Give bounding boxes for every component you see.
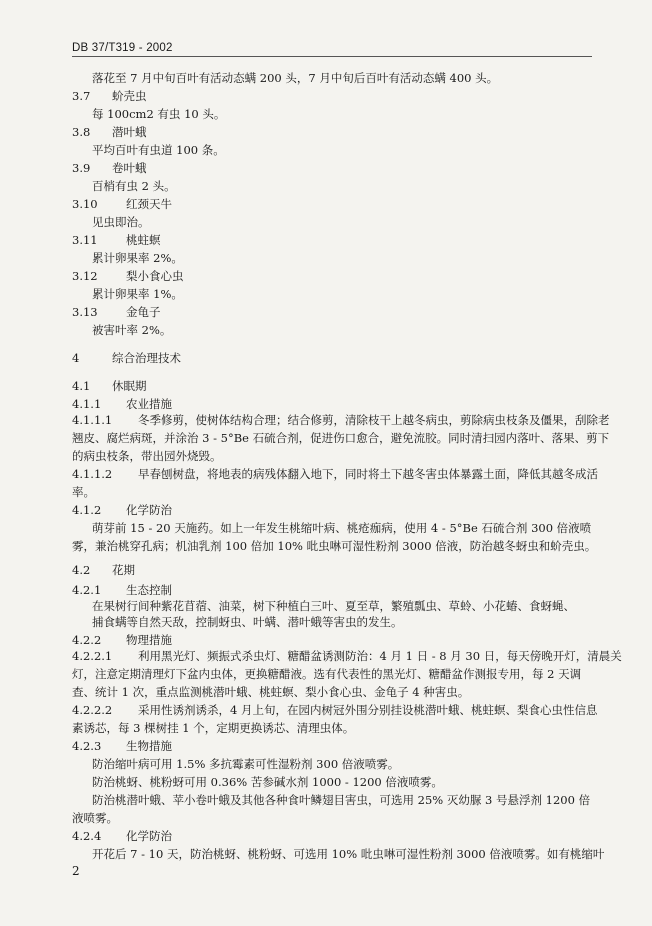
section-heading-line (72, 196, 172, 212)
section-heading-line (72, 396, 172, 412)
section-number: 4.2.2 (72, 633, 102, 647)
section-heading-line (72, 738, 172, 754)
paragraph-text: 翘皮、腐烂病斑，并涂治 3 - 5°Be 石硫合剂，促进伤口愈合，避免流胶。同时清扫园内落叶、落果、剪下 (72, 431, 610, 445)
header-divider (72, 56, 592, 57)
section-title: 利用黑光灯、频振式杀虫灯、糖醋盆诱测防治：4 月 1 日 - 8 月 30 日，每天傍晚开灯，清晨关 (138, 649, 622, 663)
paragraph-text: 灯，注意定期清理灯下盆内虫体，更换糖醋液。选有代表性的黑光灯、糖醋盆作测报专用，每 2 天调 (72, 667, 582, 681)
paragraph-text: 累计卵果率 2%。 (92, 251, 183, 265)
section-heading-line (72, 378, 147, 394)
body-text-line (72, 484, 95, 500)
section-heading-line (72, 582, 172, 598)
section-heading-line (72, 632, 172, 648)
page-number: 2 (72, 864, 80, 878)
body-text-line (72, 684, 469, 700)
paragraph-text: 萌芽前 15 - 20 天施药。如上一年发生桃缩叶病、桃疮痂病，使用 4 - 5°Be 石硫合剂 300 倍液喷 (92, 521, 592, 535)
section-heading-line (72, 562, 135, 578)
paragraph-text: 防治桃潜叶蛾、苹小卷叶蛾及其他各种食叶鳞翅目害虫，可选用 25% 灭幼脲 3 号悬浮剂 1200 倍 (92, 793, 591, 807)
section-title: 化学防治 (126, 503, 172, 517)
section-title: 红颈天牛 (126, 197, 172, 211)
body-text-line (72, 720, 354, 736)
section-title: 卷叶蛾 (112, 161, 147, 175)
paragraph-text: 率。 (72, 485, 95, 499)
section-title: 生态控制 (126, 583, 172, 597)
section-heading-line (72, 502, 172, 518)
section-number: 4.1.2 (72, 503, 102, 517)
section-number: 3.8 (72, 125, 91, 139)
body-text-line (92, 774, 443, 790)
paragraph-text: 在果树行间种紫花苜蓿、油菜，树下种植白三叶、夏至草，繁殖瓢虫、草蛉、小花蝽、食蚜蝇、 (92, 599, 575, 613)
section-heading-line (72, 350, 181, 366)
section-title: 冬季修剪，使树体结构合理；结合修剪，清除枝干上越冬病虫，剪除病虫枝条及僵果，刮除老 (138, 413, 610, 427)
section-number: 3.7 (72, 89, 91, 103)
paragraph-text: 素诱芯，每 3 棵树挂 1 个，定期更换诱芯、清理虫体。 (72, 721, 355, 735)
paragraph-text: 百梢有虫 2 头。 (92, 179, 176, 193)
section-title: 梨小食心虫 (126, 269, 184, 283)
paragraph-text: 防治桃蚜、桃粉蚜可用 0.36% 苦参碱水剂 1000 - 1200 倍液喷雾。 (92, 775, 443, 789)
section-number: 4.1.1 (72, 397, 102, 411)
paragraph-text: 见虫即治。 (92, 215, 150, 229)
body-text-line (92, 106, 225, 122)
body-text-line (92, 322, 171, 338)
section-title: 潜叶蛾 (112, 125, 147, 139)
section-heading-line (72, 702, 597, 718)
body-text-line (92, 598, 575, 614)
paragraph-text: 被害叶率 2%。 (92, 323, 172, 337)
section-number: 4.2.2.2 (72, 703, 113, 717)
body-text-line (72, 430, 609, 446)
section-heading-line (72, 648, 622, 664)
section-number: 4.2.4 (72, 829, 102, 843)
section-heading-line (72, 268, 184, 284)
section-heading-line (72, 124, 147, 140)
paragraph-text: 查、统计 1 次，重点监测桃潜叶蛾、桃蛀螟、梨小食心虫、金龟子 4 种害虫。 (72, 685, 470, 699)
body-text-line (92, 178, 176, 194)
body-text-line (72, 666, 581, 682)
section-title: 桃蛀螟 (126, 233, 161, 247)
paragraph-text: 落花至 7 月中旬百叶有活动态螨 200 头，7 月中旬后百叶有活动态螨 400 头。 (92, 71, 499, 85)
body-text-line (92, 520, 591, 536)
section-title: 休眠期 (112, 379, 147, 393)
section-number: 4 (72, 351, 80, 365)
paragraph-text: 雾，兼治桃穿孔病；机油乳剂 100 倍加 10% 吡虫啉可湿性粉剂 3000 倍液，防治越冬蚜虫和蚧壳虫。 (72, 539, 597, 553)
section-number: 4.2.2.1 (72, 649, 113, 663)
section-title: 综合治理技术 (112, 351, 181, 365)
body-text-line (92, 792, 590, 808)
body-text-line (92, 214, 150, 230)
section-number: 4.2 (72, 563, 91, 577)
body-text-line (72, 538, 596, 554)
paragraph-text: 防治缩叶病可用 1.5% 多抗霉素可性湿粉剂 300 倍液喷雾。 (92, 757, 400, 771)
section-number: 4.2.1 (72, 583, 102, 597)
section-number: 3.11 (72, 233, 98, 247)
section-heading-line (72, 160, 147, 176)
section-heading-line (72, 232, 161, 248)
section-title: 采用性诱剂诱杀，4 月上旬，在园内树冠外围分别挂设桃潜叶蛾、桃蛀螟、梨食心虫性信息 (138, 703, 598, 717)
paragraph-text: 累计卵果率 1%。 (92, 287, 183, 301)
section-heading-line (72, 466, 598, 482)
body-text-line (92, 614, 403, 630)
body-text-line (92, 756, 399, 772)
section-number: 3.12 (72, 269, 98, 283)
section-number: 3.10 (72, 197, 98, 211)
section-number: 4.1.1.1 (72, 413, 113, 427)
paragraph-text: 平均百叶有虫道 100 条。 (92, 143, 225, 157)
body-text-line (72, 448, 222, 464)
paragraph-text: 的病虫枝条，带出园外烧毁。 (72, 449, 222, 463)
body-text-line (92, 70, 498, 86)
paragraph-text: 捕食螨等自然天敌，控制蚜虫、叶螨、潜叶蛾等害虫的发生。 (92, 615, 403, 629)
section-title: 化学防治 (126, 829, 172, 843)
body-text-line (92, 142, 225, 158)
section-title: 早春刨树盘，将地表的病残体翻入地下，同时将土下越冬害虫体暴露土面，降低其越冬成活 (138, 467, 598, 481)
section-heading-line (72, 304, 161, 320)
section-number: 4.1 (72, 379, 91, 393)
body-text-line (92, 846, 604, 862)
section-heading-line (72, 88, 147, 104)
section-number: 4.2.3 (72, 739, 102, 753)
section-number: 3.13 (72, 305, 98, 319)
body-text-line (92, 286, 183, 302)
section-title: 蚧壳虫 (112, 89, 147, 103)
paragraph-text: 每 100cm2 有虫 10 头。 (92, 107, 226, 121)
section-title: 生物措施 (126, 739, 172, 753)
body-text-line (92, 250, 183, 266)
section-title: 农业措施 (126, 397, 172, 411)
section-heading-line (72, 412, 610, 428)
paragraph-text: 液喷雾。 (72, 811, 118, 825)
body-text-line (72, 810, 118, 826)
section-number: 3.9 (72, 161, 91, 175)
document-id-header: DB 37/T319 - 2002 (72, 42, 173, 54)
paragraph-text: 开花后 7 - 10 天，防治桃蚜、桃粉蚜、可选用 10% 吡虫啉可湿性粉剂 3000 倍液喷雾。如有桃缩叶 (92, 847, 605, 861)
section-title: 花期 (112, 563, 135, 577)
section-number: 4.1.1.2 (72, 467, 113, 481)
section-title: 金龟子 (126, 305, 161, 319)
section-title: 物理措施 (126, 633, 172, 647)
section-heading-line (72, 828, 172, 844)
